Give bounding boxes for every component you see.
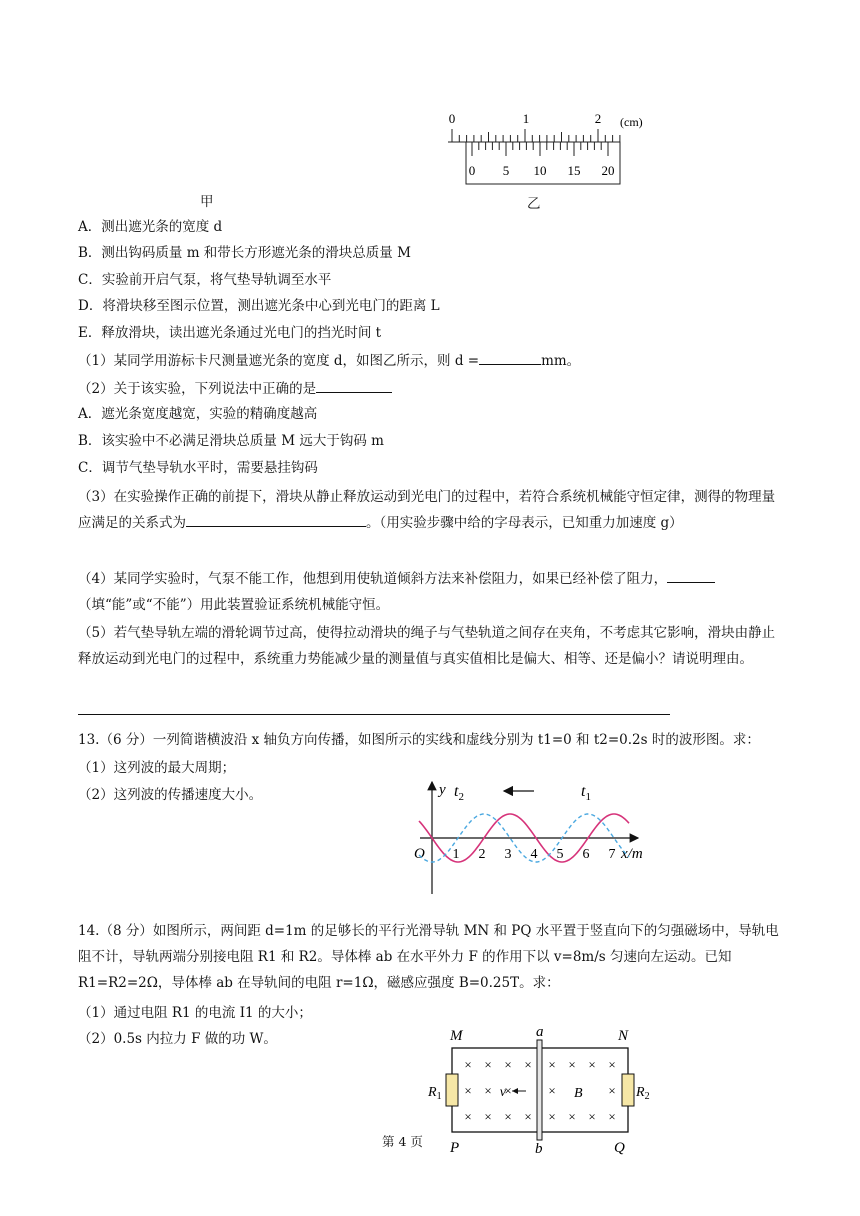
r2-subscript: 2: [644, 1091, 650, 1102]
step-c: C．实验前开启气泵，将气垫导轨调至水平: [78, 272, 332, 288]
field-cross: ×: [548, 1057, 556, 1072]
question-4: [78, 566, 784, 618]
label-a: a: [536, 1024, 544, 1040]
question-3-text: （3）在实验操作正确的前提下，滑块从静止释放运动到光电门的过程中，若符合系统机械能守恒定律，测得的物理量应满足的关系式为: [78, 489, 776, 531]
field-b-label: B: [574, 1086, 583, 1101]
field-cross: ×: [568, 1109, 576, 1124]
question-4-note: （填“能”或“不能”）用此装置验证系统机械能守恒。: [78, 597, 390, 613]
question-1-text: （1）某同学用游标卡尺测量遮光条的宽度 d，如图乙所示，则 d =: [78, 353, 480, 369]
problem-14-sub1: （1）通过电阻 R1 的电流 I1 的大小；: [78, 1005, 312, 1021]
field-cross: ×: [504, 1057, 512, 1072]
velocity-label: v: [499, 1085, 506, 1100]
unit-label: (cm): [620, 115, 643, 129]
tick-3: 3: [504, 847, 512, 862]
answer-blank-2[interactable]: [316, 378, 392, 393]
step-b: B．测出钩码质量 m 和带长方形遮光条的滑块总质量 M: [78, 245, 411, 261]
q2-option-b: B．该实验中不必满足滑块总质量 M 远大于钩码 m: [78, 433, 384, 449]
vernier-label-0: 0: [468, 163, 476, 178]
answer-blank-4[interactable]: [667, 568, 715, 583]
vernier-label-20: 20: [601, 163, 615, 178]
t2-main: t: [454, 783, 459, 800]
field-cross: ×: [608, 1109, 616, 1124]
label-b: b: [535, 1141, 543, 1156]
field-cross: ×: [548, 1109, 556, 1124]
velocity-arrowhead: [512, 1088, 518, 1094]
field-cross: ×: [464, 1083, 472, 1098]
t2-label: [454, 783, 464, 803]
main-label-0: 0: [448, 111, 456, 126]
r1-main: R: [428, 1085, 437, 1100]
vernier-scale-ticks: [472, 142, 608, 156]
main-label-1: 1: [522, 111, 530, 126]
field-cross: ×: [524, 1109, 532, 1124]
answer-blank-1[interactable]: [479, 350, 541, 365]
t1-main: t: [581, 783, 586, 800]
label-q: Q: [614, 1140, 625, 1156]
question-5: （5）若气垫导轨左端的滑轮调节过高，使得拉动滑块的绳子与气垫轨道之间存在夹角，不考虑其它影响，滑块由静止释放运动到光电门的过程中，系统重力势能减少量的测量值与真实值相比是偏大、相等、还是偏小？请说明理由。: [78, 625, 776, 667]
vernier-label-10: 10: [533, 163, 547, 178]
step-d: D．将滑块移至图示位置，测出遮光条中心到光电门的距离 L: [78, 298, 440, 314]
page-footer: 第 4 页: [382, 1134, 423, 1149]
tick-6: 6: [582, 847, 590, 862]
tick-1: 1: [452, 847, 460, 862]
figure-yi-label: 乙: [527, 196, 541, 212]
label-r1: [427, 1085, 442, 1102]
tick-2: 2: [478, 847, 486, 862]
vernier-caliper-figure: [440, 106, 690, 188]
question-2: [78, 378, 392, 399]
problem-14-sub2: （2）0.5s 内拉力 F 做的功 W。: [78, 1031, 277, 1047]
r1-subscript: 1: [436, 1091, 442, 1102]
field-cross: ×: [484, 1057, 492, 1072]
resistor-r2: [622, 1074, 634, 1106]
origin-label: O: [414, 846, 425, 862]
rail-circuit-diagram: [424, 1022, 664, 1156]
label-m: M: [450, 1028, 463, 1044]
field-cross: ×: [588, 1109, 596, 1124]
step-a: A．测出遮光条的宽度 d: [78, 219, 223, 235]
x-tick-labels: [453, 847, 616, 862]
r2-main: R: [636, 1085, 645, 1100]
field-cross: ×: [464, 1109, 472, 1124]
question-1-unit: mm。: [541, 353, 581, 369]
field-cross: ×: [484, 1083, 492, 1098]
field-cross: ×: [504, 1083, 512, 1098]
field-cross: ×: [504, 1109, 512, 1124]
resistor-r1: [446, 1074, 458, 1106]
problem-14-text: 14.（8 分）如图所示，两间距 d=1m 的足够长的平行光滑导轨 MN 和 PQ 水平置于竖直向下的匀强磁场中，导轨电阻不计，导轨两端分别接电阻 R1 和 R2。导体棒 ab 在水平外力 F 的作用下以 v=8m/s 匀速向左运动。已知 R1=R2=2Ω，导体棒 ab 在导轨间的电阻 r=1Ω，磁感应强度 B=0.25T。求：: [78, 923, 779, 991]
t2-subscript: 2: [458, 791, 464, 803]
q2-option-c: C．调节气垫导轨水平时，需要悬挂钩码: [78, 460, 318, 476]
figure-jia-label: 甲: [200, 194, 214, 210]
field-cross: ×: [524, 1057, 532, 1072]
q2-option-a: A．遮光条宽度越宽，实验的精确度越高: [78, 406, 318, 422]
answer-blank-3[interactable]: [186, 512, 366, 527]
question-2-text: （2）关于该实验，下列说法中正确的是: [78, 381, 317, 397]
step-e: E．释放滑块，读出遮光条通过光电门的挡光时间 t: [78, 325, 382, 341]
answer-line-5[interactable]: [78, 714, 670, 715]
problem-13-head: 13.（6 分）一列简谐横波沿 x 轴负方向传播，如图所示的实线和虚线分别为 t1=0 和 t2=0.2s 时的波形图。求：: [78, 732, 760, 748]
question-1: [78, 350, 580, 371]
conductor-rod-ab: [537, 1040, 542, 1140]
question-4-text: （4）某同学实验时，气泵不能工作，他想到用使轨道倾斜方法来补偿阻力，如果已经补偿了阻力，: [78, 571, 668, 587]
field-cross: ×: [568, 1057, 576, 1072]
x-axis-label: x/m: [621, 846, 643, 862]
wave-diagram: [410, 774, 666, 896]
label-p: P: [450, 1140, 460, 1156]
y-axis-label: y: [439, 782, 446, 798]
field-cross: ×: [484, 1109, 492, 1124]
tick-7: 7: [608, 847, 616, 862]
field-cross: ×: [608, 1057, 616, 1072]
problem-13-sub1: （1）这列波的最大周期；: [78, 760, 236, 776]
problem-13-sub2: （2）这列波的传播速度大小。: [78, 787, 263, 803]
label-n: N: [618, 1028, 629, 1044]
question-3: [78, 484, 784, 536]
field-cross: ×: [464, 1057, 472, 1072]
vernier-label-5: 5: [502, 163, 510, 178]
t1-label: [581, 783, 591, 803]
main-label-2: 2: [594, 111, 602, 126]
t1-subscript: 1: [585, 791, 591, 803]
question-3-note: 。（用实验步骤中给的字母表示，已知重力加速度 g）: [366, 515, 683, 531]
main-scale-ticks: [452, 129, 620, 142]
label-r2: [635, 1085, 650, 1102]
tick-5: 5: [556, 847, 564, 862]
field-cross: ×: [548, 1083, 556, 1098]
vernier-label-15: 15: [567, 163, 581, 178]
field-cross: ×: [588, 1057, 596, 1072]
tick-4: 4: [530, 847, 538, 862]
field-cross: ×: [608, 1083, 616, 1098]
